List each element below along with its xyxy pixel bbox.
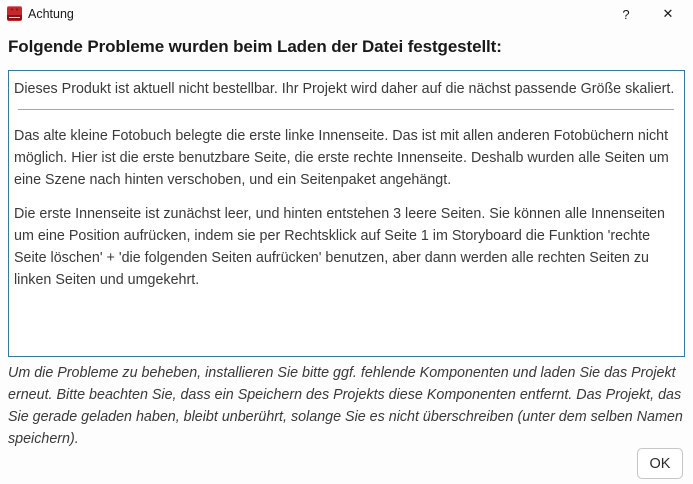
- dialog-heading: Folgende Probleme wurden beim Laden der Datei festgestellt:: [8, 37, 502, 56]
- problem-item-empty-pages: Die erste Innenseite ist zunächst leer, und hinten entstehen 3 leere Seiten. Sie können alle Innenseiten um eine Position aufrücken, indem sie per Rechtsklick auf Seite 1 im Storyboard die Funktion 'rechte Seite löschen' + 'die folgenden Seiten aufrücken' benutzen, aber dann werden alle rechten Seiten zu linken Seiten und umgekehrt.: [14, 206, 665, 288]
- titlebar: [0, 0, 693, 28]
- ok-button[interactable]: OK: [637, 448, 683, 479]
- problem-divider: [18, 109, 674, 110]
- footer-note: Um die Probleme zu beheben, installieren Sie bitte ggf. fehlende Komponenten und laden Sie das Projekt erneut. Bitte beachten Sie, dass ein Speichern des Projekts diese Komponenten entfernt. Das Projekt, das Sie gerade geladen haben, bleibt unberührt, solange Sie es nicht überschreiben (unter dem selben Namen speichern).: [8, 365, 683, 447]
- problem-item-pages-shifted: Das alte kleine Fotobuch belegte die erste linke Innenseite. Das ist mit allen anderen Fotobüchern nicht möglich. Hier ist die erste benutzbare Seite, die erste rechte Innenseite. Deshalb wurden alle Seiten um eine Szene nach hinten verschoben, und ein Seitenpaket angehängt.: [14, 128, 669, 188]
- window-title: Achtung: [28, 7, 74, 21]
- app-icon-detail: [10, 8, 19, 11]
- close-icon[interactable]: ✕: [655, 1, 681, 27]
- help-button[interactable]: ?: [613, 1, 639, 27]
- problem-item-scaling: Dieses Produkt ist aktuell nicht bestellbar. Ihr Projekt wird daher auf die nächst passende Größe skaliert.: [14, 81, 675, 97]
- fotobook-app-icon: [7, 6, 22, 21]
- app-icon-band: [7, 15, 22, 20]
- problems-panel: [8, 70, 685, 357]
